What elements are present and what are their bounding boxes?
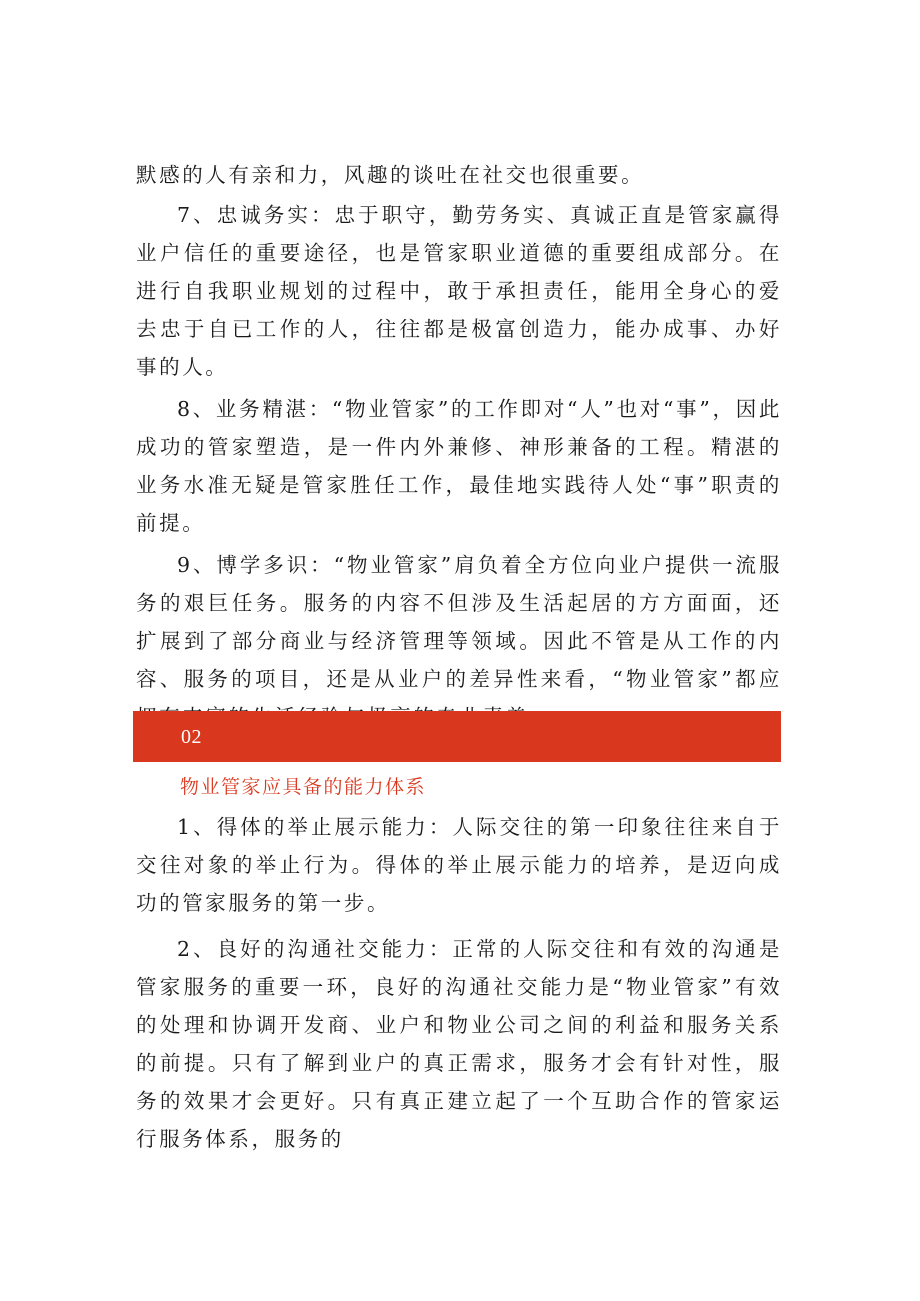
document-body-top xyxy=(136,156,782,736)
paragraph-broad-knowledge: 9、博学多识：“物业管家”肩负着全方位向业户提供一流服务的艰巨任务。服务的内容不但涉及生活起居的方方面面，还扩展到了部分商业与经济管理等领域。因此不管是从工作的内容、服务的项目，还是从业户的差异性来看，“物业管家”都应 xyxy=(136,553,782,691)
paragraph-demeanor-ability: 1、得体的举止展示能力：人际交往的第一印象往往来自于交往对象的举止行为。得体的举止展示能力的培养，是迈向成功的管家服务的第一步。 xyxy=(136,815,782,915)
section-number: 02 xyxy=(181,726,202,748)
section-banner xyxy=(133,711,781,762)
document-body-bottom xyxy=(136,808,782,1158)
paragraph-loyal-practical: 7、忠诚务实：忠于职守，勤劳务实、真诚正直是管家赢得业户信任的重要途径，也是管家职业道德的重要组成部分。在进行自我职业规划的过程中，敢于承担责任，能用全身心的爱去忠于自已工作的人，往往都是极富创造力，能办成事、办好事的人。 xyxy=(136,203,782,379)
paragraph-professional-skill: 8、业务精湛：“物业管家”的工作即对“人”也对“事”，因此成功的管家塑造，是一件内外兼修、神形兼备的工程。精湛的业务水准无疑是管家胜任工作，最佳地实践待人处“事”职责的前提。 xyxy=(136,397,782,535)
section-title: 物业管家应具备的能力体系 xyxy=(180,776,427,798)
paragraph-continuation: 默感的人有亲和力，风趣的谈吐在社交也很重要。 xyxy=(136,163,645,187)
paragraph-communication-ability: 2、良好的沟通社交能力：正常的人际交往和有效的沟通是管家服务的重要一环，良好的沟通社交能力是“物业管家”有效的处理和协调开发商、业户和物业公司之间的利益和服务关系的前提。只有了解到业户的真正需求，服务才会有针对性，服务的效果才会更好。只有真正建立起了一个互助合作的管家运行服务体系，服务的 xyxy=(136,937,782,1151)
